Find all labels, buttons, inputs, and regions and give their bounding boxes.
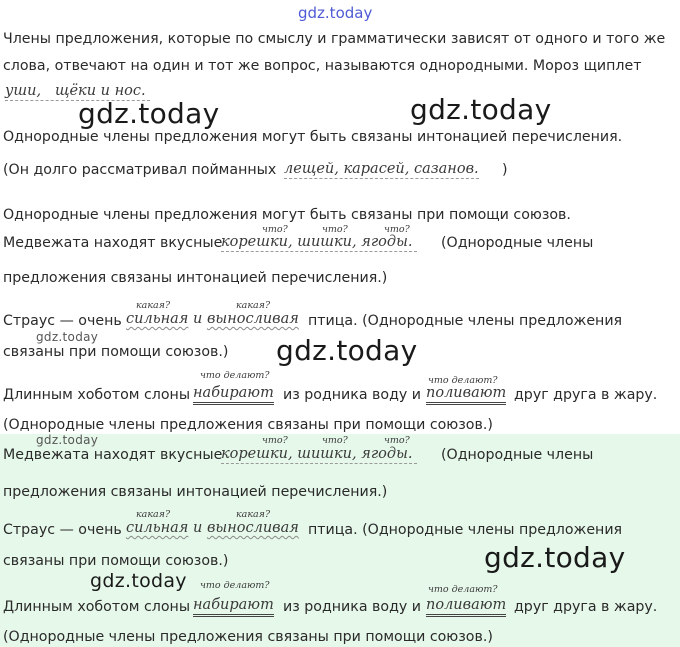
ex3-suffix: друг друга в жару. [514, 599, 658, 615]
rule-line-2: слова, отвечают на один и тот же вопрос, называются однородными. Мороз щиплет [3, 58, 642, 74]
ex3-prefix: Длинным хоботом слоны [3, 387, 191, 403]
rule-line-1: Члены предложения, которые по смыслу и грамматически зависят от одного и того же [3, 31, 666, 47]
intonation-example-prefix: (Он долго рассматривал пойманных [3, 162, 277, 178]
ex2-words: сильная и выносливая [126, 311, 299, 327]
ex1-line-2: предложения связаны интонацией перечисления.) [3, 484, 388, 500]
watermark: gdz.today [410, 93, 552, 126]
ex3-prefix: Длинным хоботом слоны [3, 599, 191, 615]
question-label: что? [384, 224, 410, 235]
ex1-prefix: Медвежата находят вкусные [3, 235, 223, 251]
question-label: что? [322, 435, 348, 446]
ex1-prefix: Медвежата находят вкусные [3, 447, 223, 463]
question-label: что? [262, 435, 288, 446]
intonation-handwriting: лещей, карасей, сазанов. [284, 161, 479, 177]
ex2-words: сильная и выносливая [126, 520, 299, 536]
ex2-prefix: Страус — очень [3, 522, 122, 538]
ex2-suffix: птица. (Однородные члены предложения [308, 313, 623, 329]
ex2-suffix: птица. (Однородные члены предложения [308, 522, 623, 538]
ex2-prefix: Страус — очень [3, 313, 122, 329]
rule-handwriting: уши, щёки и нос. [5, 83, 175, 99]
watermark: gdz.today [36, 433, 99, 447]
ex3-middle: из родника воду и [283, 387, 422, 403]
watermark: gdz.today [90, 570, 187, 592]
ex3-verb-1: набирают [193, 597, 274, 613]
question-label: что делают? [200, 580, 270, 591]
ex1-line-2: предложения связаны интонацией перечисления.) [3, 270, 388, 286]
ex3-middle: из родника воду и [283, 599, 422, 615]
intonation-text: Однородные члены предложения могут быть связаны интонацией перечисления. [3, 129, 623, 145]
intonation-example-suffix: ) [502, 162, 508, 178]
question-label: что? [384, 435, 410, 446]
ex1-words: корешки, шишки, ягоды. [221, 446, 417, 462]
question-label: какая? [236, 300, 271, 311]
ex1-suffix: (Однородные члены [441, 235, 594, 251]
ex2-line-2: связаны при помощи союзов.) [3, 344, 229, 360]
ex3-line-2: (Однородные члены предложения связаны при помощи союзов.) [3, 629, 493, 645]
question-label: какая? [136, 300, 171, 311]
ex3-verb-1: набирают [193, 385, 274, 401]
question-label: что делают? [428, 375, 498, 386]
question-label: какая? [136, 509, 171, 520]
header-watermark: gdz.today [298, 4, 373, 22]
ex1-words: корешки, шишки, ягоды. [221, 234, 417, 250]
question-label: что делают? [200, 370, 270, 381]
question-label: какая? [236, 509, 271, 520]
ex1-suffix: (Однородные члены [441, 447, 594, 463]
conjunctions-text: Однородные члены предложения могут быть связаны при помощи союзов. [3, 207, 571, 223]
watermark: gdz.today [276, 334, 418, 367]
question-label: что делают? [428, 584, 498, 595]
ex3-verb-2: поливают [426, 597, 506, 613]
question-label: что? [322, 224, 348, 235]
ex3-verb-2: поливают [426, 385, 506, 401]
question-label: что? [262, 224, 288, 235]
ex3-suffix: друг друга в жару. [514, 387, 658, 403]
ex2-line-2: связаны при помощи союзов.) [3, 553, 229, 569]
watermark: gdz.today [484, 541, 626, 574]
watermark: gdz.today [78, 97, 220, 130]
watermark: gdz.today [36, 330, 99, 344]
ex3-line-2: (Однородные члены предложения связаны при помощи союзов.) [3, 417, 493, 433]
